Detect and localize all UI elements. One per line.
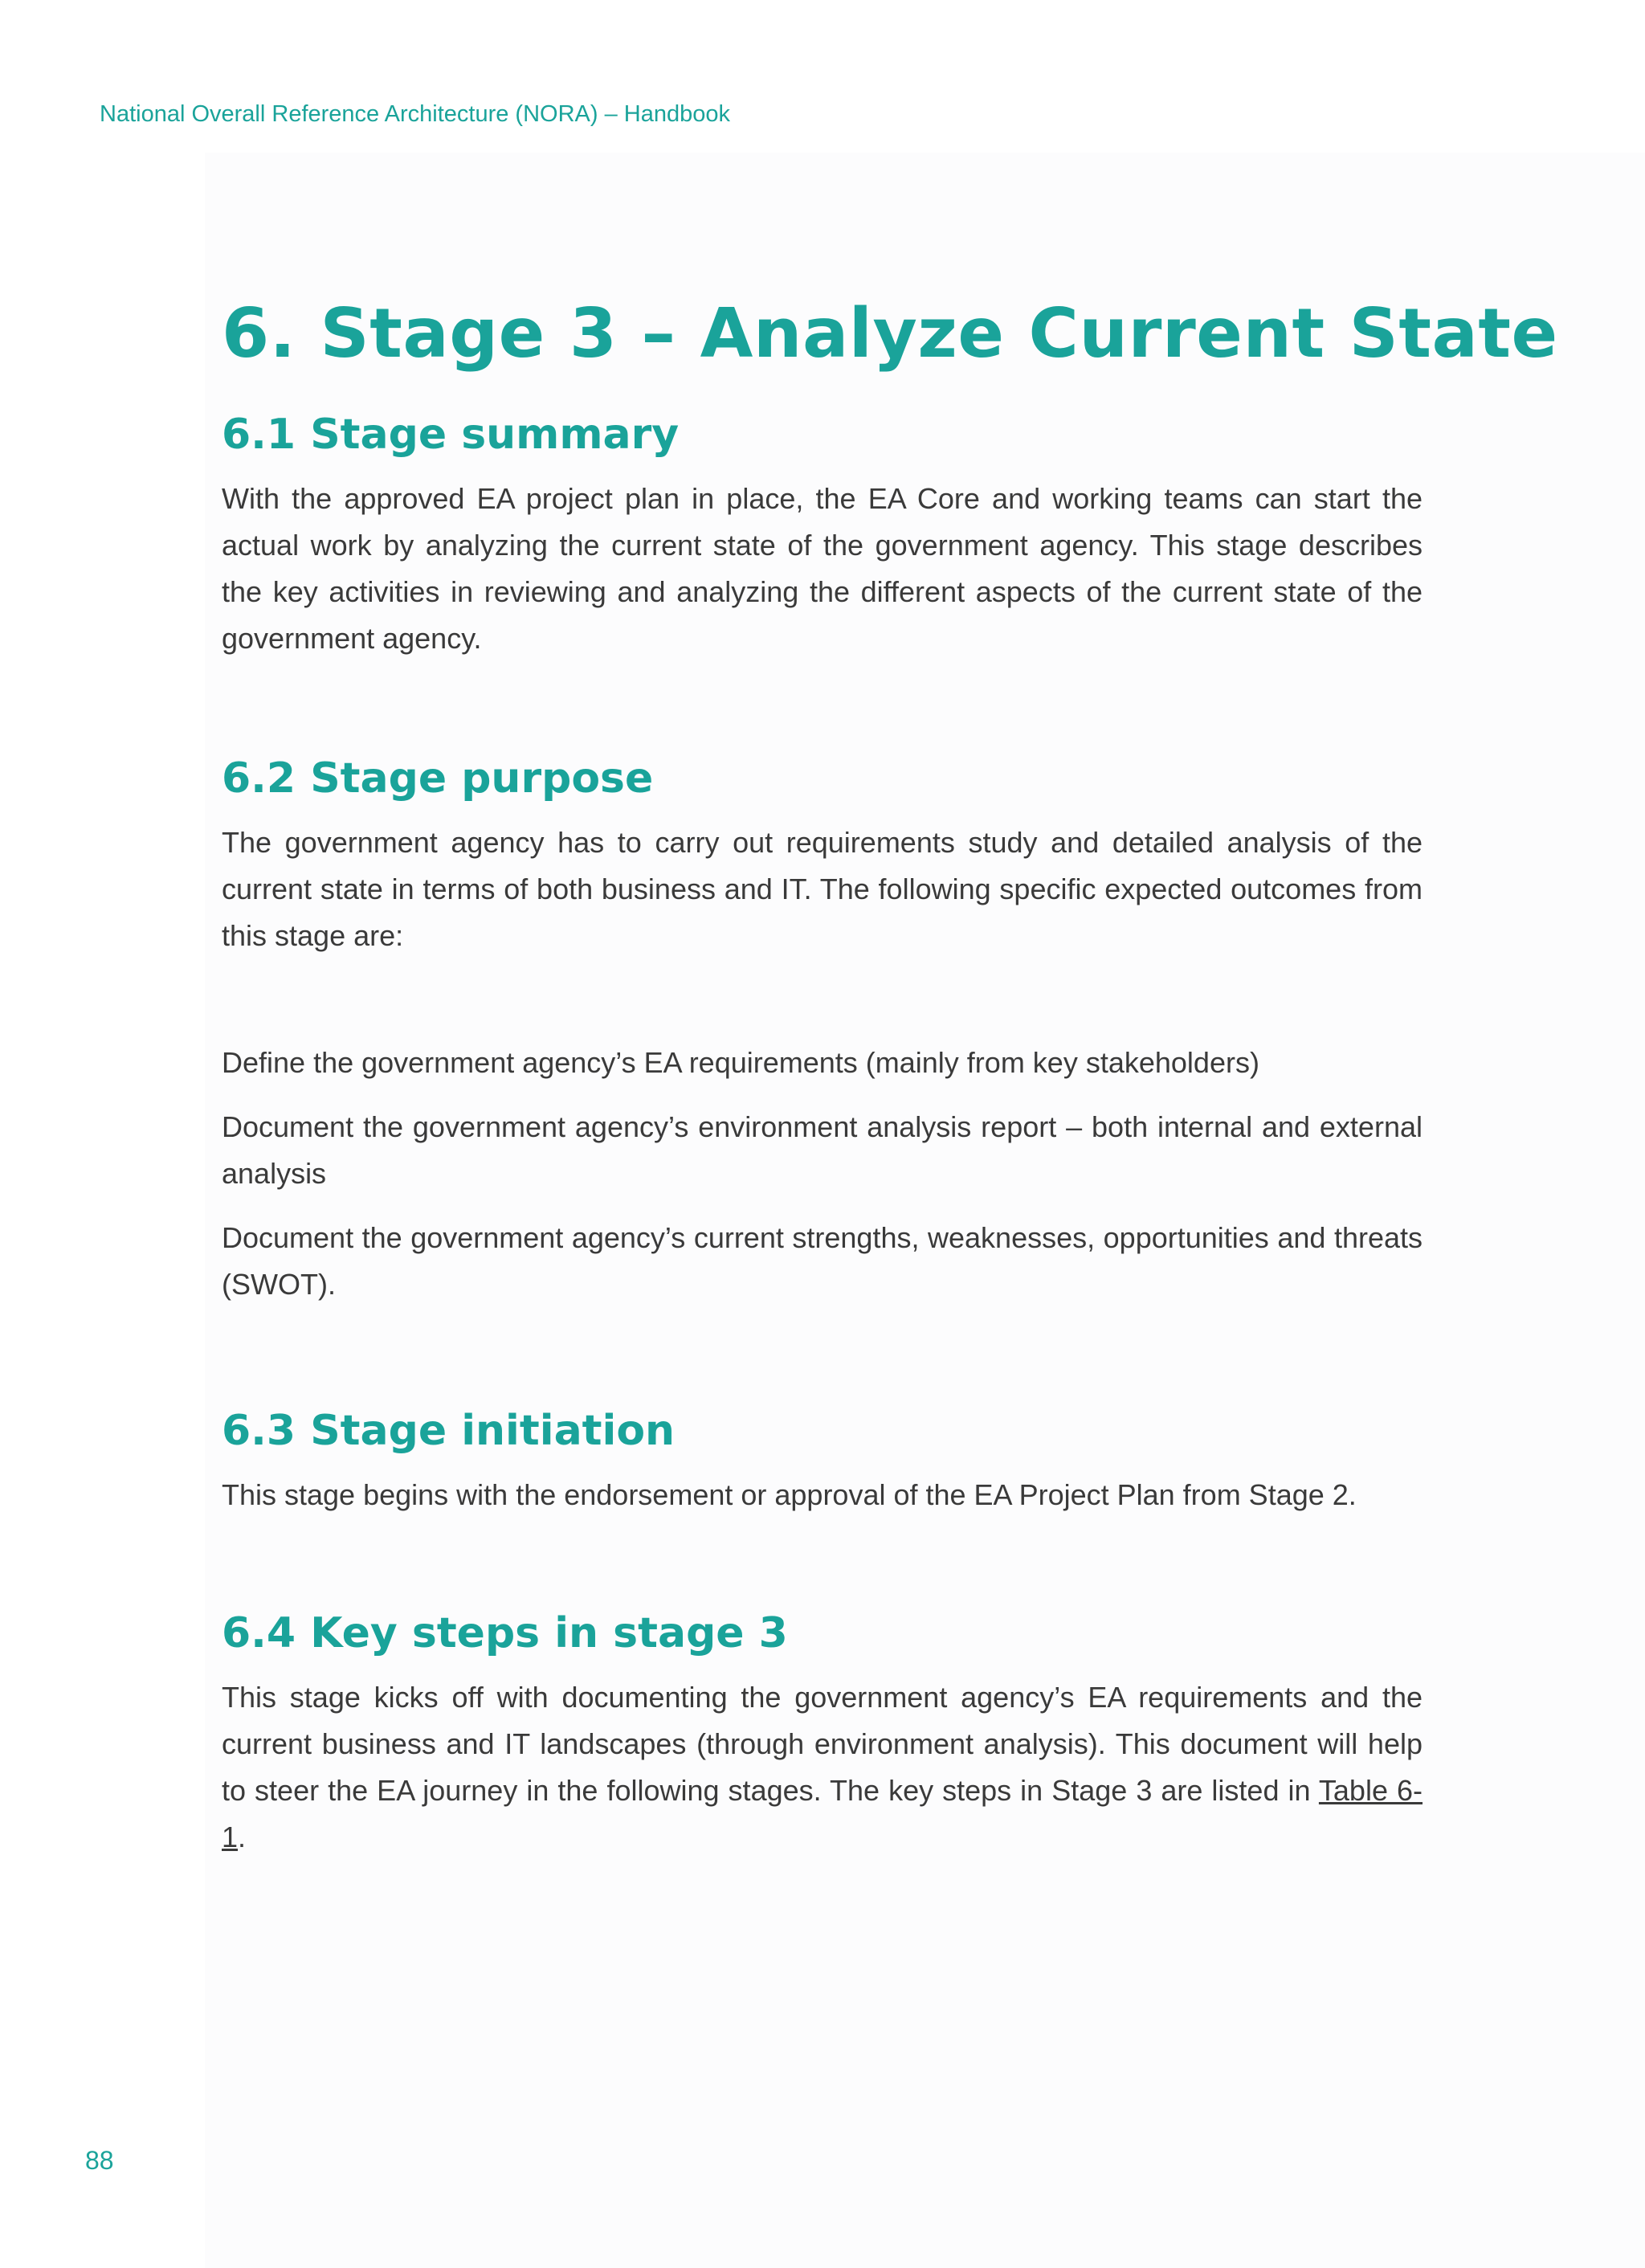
list-item: Define the government agency’s EA requirements (mainly from key stakeholders) bbox=[222, 1046, 1259, 1079]
running-header: National Overall Reference Architecture (NORA) – Handbook bbox=[100, 101, 730, 127]
list-item: Document the government agency’s current strengths, weaknesses, opportunities and threats (SWOT). bbox=[222, 1221, 1423, 1301]
key-steps-paragraph bbox=[222, 1674, 1423, 1861]
page-content bbox=[222, 289, 1558, 1861]
list-item: Document the government agency’s environment analysis report – both internal and external analysis bbox=[222, 1110, 1423, 1190]
chapter-title: 6. Stage 3 – Analyze Current State bbox=[222, 294, 1558, 374]
summary-paragraph: With the approved EA project plan in place, the EA Core and working teams can start the actual work by analyzing the current state of the government agency. This stage describes the key activities in reviewing and analyzing the different aspects of the current state of the government agency. bbox=[222, 482, 1423, 655]
section-heading-key-steps: 6.4 Key steps in stage 3 bbox=[222, 1609, 788, 1657]
section-stage-purpose bbox=[222, 750, 1423, 1308]
table-6-1-link[interactable]: Table 6-1 bbox=[222, 1774, 1423, 1853]
key-steps-text: This stage kicks off with documenting the government agency’s EA requirements and the current business and IT landscapes (through environment analysis). This document will help to steer the EA journey in the following stages. The key steps in Stage 3 are listed in bbox=[222, 1681, 1423, 1807]
section-stage-initiation bbox=[222, 1403, 1423, 1518]
section-heading-purpose: 6.2 Stage purpose bbox=[222, 754, 654, 803]
page-number: 88 bbox=[85, 2146, 114, 2175]
section-stage-summary bbox=[222, 407, 1423, 662]
section-heading-summary: 6.1 Stage summary bbox=[222, 411, 680, 459]
section-heading-initiation: 6.3 Stage initiation bbox=[222, 1407, 676, 1455]
purpose-paragraph: The government agency has to carry out requirements study and detailed analysis of the current state in terms of both business and IT. The following specific expected outcomes from this stage are: bbox=[222, 826, 1423, 952]
initiation-paragraph: This stage begins with the endorsement or approval of the EA Project Plan from Stage 2. bbox=[222, 1478, 1357, 1511]
section-key-steps bbox=[222, 1605, 1423, 1861]
key-steps-text-end: . bbox=[238, 1821, 247, 1853]
expected-outcomes-list bbox=[222, 1040, 1423, 1308]
